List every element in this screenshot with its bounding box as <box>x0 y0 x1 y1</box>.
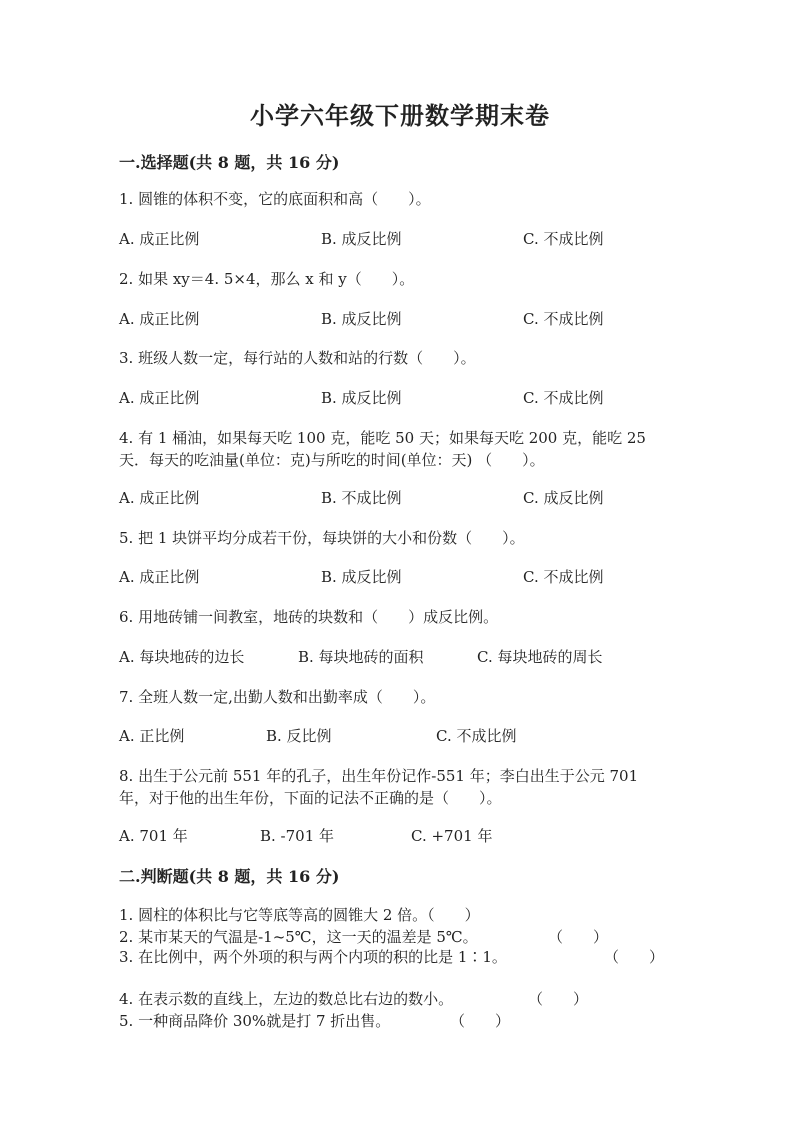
question-4: 4. 有 1 桶油，如果每天吃 100 克，能吃 50 天；如果每天吃 200 克，能吃 25 <box>119 429 646 447</box>
option-c: C. 成反比例 <box>523 489 604 507</box>
question-4-cont: 天．每天的吃油量(单位：克)与所吃的时间(单位：天) （ ）。 <box>119 451 545 469</box>
option-c: C. +701 年 <box>411 827 493 845</box>
option-b: B. 成反比例 <box>321 389 402 407</box>
answer-blank: （ ） <box>548 928 609 946</box>
question-3: 3. 班级人数一定，每行站的人数和站的行数（ ）。 <box>119 349 476 367</box>
option-b: B. 不成比例 <box>321 489 402 507</box>
option-b: B. 成反比例 <box>321 310 402 328</box>
question-5: 5. 把 1 块饼平均分成若干份，每块饼的大小和份数（ ）。 <box>119 529 525 547</box>
option-a: A. 成正比例 <box>119 310 200 328</box>
option-a: A. 701 年 <box>119 827 188 845</box>
option-b: B. -701 年 <box>260 827 335 845</box>
option-c: C. 每块地砖的周长 <box>477 648 603 666</box>
question-6: 6. 用地砖铺一间教室，地砖的块数和（ ）成反比例。 <box>119 608 499 626</box>
answer-blank: （ ） <box>528 990 589 1008</box>
judge-item-4: 4. 在表示数的直线上，左边的数总比右边的数小。 <box>119 990 454 1008</box>
option-b: B. 成反比例 <box>321 230 402 248</box>
option-c: C. 不成比例 <box>523 389 604 407</box>
judge-item-1: 1. 圆柱的体积比与它等底等高的圆锥大 2 倍。（ ） <box>119 906 480 924</box>
option-b: B. 成反比例 <box>321 568 402 586</box>
answer-blank: （ ） <box>450 1012 511 1030</box>
option-b: B. 每块地砖的面积 <box>298 648 424 666</box>
option-a: A. 成正比例 <box>119 489 200 507</box>
question-7: 7. 全班人数一定,出勤人数和出勤率成（ ）。 <box>119 688 436 706</box>
option-a: A. 每块地砖的边长 <box>119 648 245 666</box>
option-a: A. 成正比例 <box>119 230 200 248</box>
judge-item-5: 5. 一种商品降价 30%就是打 7 折出售。 <box>119 1012 391 1030</box>
option-a: A. 正比例 <box>119 727 185 745</box>
option-c: C. 不成比例 <box>523 230 604 248</box>
option-b: B. 反比例 <box>266 727 332 745</box>
option-c: C. 不成比例 <box>436 727 517 745</box>
option-c: C. 不成比例 <box>523 568 604 586</box>
question-8: 8. 出生于公元前 551 年的孔子，出生年份记作-551 年；李白出生于公元 701 <box>119 767 639 785</box>
judge-item-3: 3. 在比例中，两个外项的积与两个内项的积的比是 1∶1。 <box>119 948 507 966</box>
answer-blank: （ ） <box>604 948 665 966</box>
question-8-cont: 年，对于他的出生年份，下面的记法不正确的是（ ）。 <box>119 789 502 807</box>
judge-item-2: 2. 某市某天的气温是-1~5℃，这一天的温差是 5℃。 <box>119 928 478 946</box>
section-heading-choice: 一.选择题(共 8 题，共 16 分) <box>119 153 340 172</box>
page-title: 小学六年级下册数学期末卷 <box>250 101 550 130</box>
option-a: A. 成正比例 <box>119 568 200 586</box>
option-a: A. 成正比例 <box>119 389 200 407</box>
question-2: 2. 如果 xy＝4. 5×4，那么 x 和 y（ ）。 <box>119 270 415 288</box>
question-1: 1. 圆锥的体积不变，它的底面积和高（ ）。 <box>119 190 431 208</box>
section-heading-judge: 二.判断题(共 8 题，共 16 分) <box>119 867 340 886</box>
option-c: C. 不成比例 <box>523 310 604 328</box>
